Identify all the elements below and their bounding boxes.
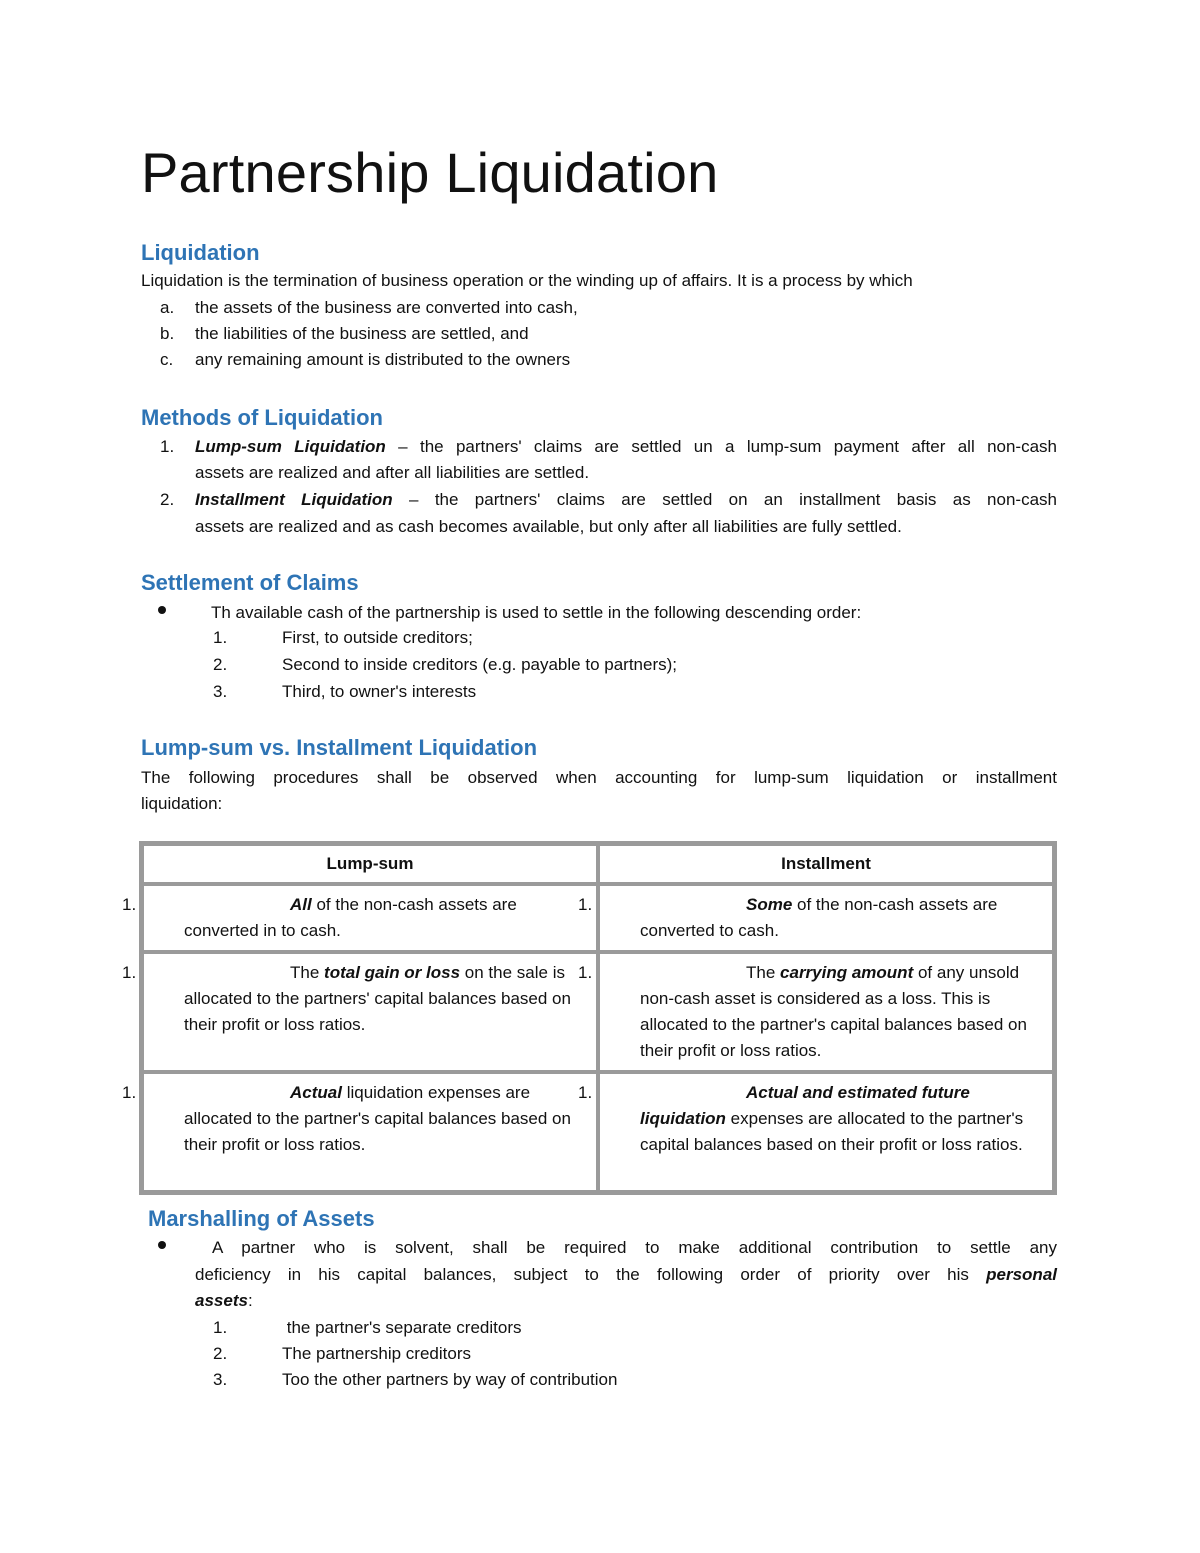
bullet-icon	[158, 606, 166, 614]
marshalling-bullet-emphasis-2: assets	[195, 1291, 248, 1310]
table-cell-inst-2	[578, 952, 1054, 1072]
cell-text-pre: The	[746, 963, 781, 982]
method-2-line1	[195, 487, 1057, 513]
cell-emphasis: carrying amount	[780, 963, 914, 982]
liquidation-intro: Liquidation is the termination of business operation or the winding up of affairs. It is a process by which	[141, 271, 913, 290]
settlement-item-1-text: First, to outside creditors;	[282, 628, 473, 647]
marshalling-bullet-line2-text: deficiency in his capital balances, subject to the following order of priority over his	[195, 1265, 969, 1284]
marshalling-item-3-text: Too the other partners by way of contribution	[282, 1370, 618, 1389]
cell-number: 1.	[578, 895, 593, 914]
marshalling-bullet-line2	[195, 1262, 1057, 1288]
comparison-intro-line2: liquidation:	[141, 794, 223, 813]
marshalling-item-1-label: 1.	[213, 1318, 228, 1337]
cell-number: 1.	[578, 1083, 593, 1102]
cell-text-pre: The	[290, 963, 325, 982]
cell-text-rest: unsold non-cash asset is considered as a loss. This is allocated to the partner's capital balances based on their profit or loss ratios.	[640, 963, 1027, 1060]
liquidation-item-b-label: b.	[160, 324, 175, 343]
table-cell-lump-2	[122, 952, 598, 1072]
liquidation-heading: Liquidation	[141, 240, 260, 265]
settlement-bullet-text: Th available cash of the partnership is used to settle in the following descending order:	[211, 603, 862, 622]
settlement-item-1-label: 1.	[213, 628, 228, 647]
method-2-label: 2.	[160, 490, 175, 509]
method-2-term: Installment Liquidation	[195, 490, 393, 509]
cell-text-rest: converted to cash.	[640, 921, 779, 940]
table-cell-inst-3	[578, 1072, 1054, 1192]
liquidation-item-c-text: any remaining amount is distributed to the owners	[195, 350, 571, 369]
comparison-intro-line1: The following procedures shall be observed when accounting for lump-sum liquidation or installment	[141, 768, 1057, 787]
cell-number: 1.	[122, 895, 137, 914]
cell-text-rest: converted in to cash.	[184, 921, 341, 940]
table-header-lump-sum: Lump-sum	[142, 844, 598, 884]
marshalling-item-2-label: 2.	[213, 1344, 228, 1363]
bullet-icon	[158, 1241, 166, 1249]
marshalling-bullet-colon: :	[247, 1291, 253, 1310]
method-1-line2: assets are realized and after all liabilities are settled.	[195, 463, 590, 482]
comparison-table	[122, 841, 1057, 1195]
table-row	[142, 1072, 1054, 1192]
settlement-item-2-text: Second to inside creditors (e.g. payable to partners);	[282, 655, 677, 674]
method-1-desc: – the partners' claims are settled un a lump-sum payment after all non-cash	[385, 437, 1057, 456]
marshalling-bullet-emphasis: personal	[986, 1265, 1057, 1284]
liquidation-item-a-text: the assets of the business are converted into cash,	[195, 298, 578, 317]
cell-text: on the sale	[460, 963, 548, 982]
method-1-label: 1.	[160, 437, 175, 456]
cell-text-rest: is allocated to the partners' capital balances based on their profit or loss ratios.	[184, 963, 571, 1034]
cell-emphasis: total gain or loss	[324, 963, 461, 982]
cell-text: liquidation expenses are	[341, 1083, 531, 1102]
table-cell-inst-1	[578, 884, 1054, 952]
settlement-item-3-text: Third, to owner's interests	[282, 682, 477, 701]
marshalling-heading: Marshalling of Assets	[148, 1206, 375, 1231]
marshalling-bullet-line1: A partner who is solvent, shall be required to make additional contribution to settle any	[212, 1238, 1057, 1257]
liquidation-item-b-text: the liabilities of the business are settled, and	[195, 324, 529, 343]
settlement-item-3-label: 3.	[213, 682, 228, 701]
table-header-row	[142, 844, 1054, 884]
comparison-heading: Lump-sum vs. Installment Liquidation	[141, 735, 538, 760]
methods-heading: Methods of Liquidation	[141, 405, 383, 430]
table-row	[142, 952, 1054, 1072]
liquidation-item-a-label: a.	[160, 298, 175, 317]
method-2-desc: – the partners' claims are settled on an installment basis as non-cash	[392, 490, 1057, 509]
cell-emphasis: All	[290, 895, 312, 914]
cell-text-rest: expenses are allocated to the partner's capital balances based on their profit or loss ratios.	[640, 1109, 1024, 1154]
marshalling-item-3-label: 3.	[213, 1370, 228, 1389]
cell-number: 1.	[122, 1083, 137, 1102]
marshalling-item-2-text: The partnership creditors	[282, 1344, 471, 1363]
table-cell-lump-3	[122, 1072, 598, 1192]
cell-emphasis-2: liquidation	[640, 1109, 726, 1128]
cell-emphasis: Some	[746, 895, 793, 914]
cell-number: 1.	[578, 963, 593, 982]
cell-text-rest: allocated to the partner's capital balances based on their profit or loss ratios.	[184, 1109, 571, 1154]
table-row	[142, 884, 1054, 952]
cell-text: of any	[913, 963, 965, 982]
settlement-heading: Settlement of Claims	[141, 570, 359, 595]
method-1-term: Lump-sum Liquidation	[195, 437, 386, 456]
marshalling-item-1-text: the partner's separate creditors	[282, 1318, 522, 1337]
page-title: Partnership Liquidation	[141, 141, 719, 204]
cell-emphasis: Actual and estimated future	[746, 1083, 970, 1102]
cell-text: of the non-cash assets are	[311, 895, 517, 914]
liquidation-item-c-label: c.	[160, 350, 174, 369]
cell-number: 1.	[122, 963, 137, 982]
method-1-line1	[195, 434, 1057, 460]
method-2-line2: assets are realized and as cash becomes available, but only after all liabilities are fully settled.	[195, 517, 902, 536]
cell-emphasis: Actual	[290, 1083, 342, 1102]
settlement-item-2-label: 2.	[213, 655, 228, 674]
table-cell-lump-1	[122, 884, 598, 952]
table-header-installment: Installment	[598, 844, 1054, 884]
marshalling-bullet-line3	[195, 1288, 253, 1314]
cell-text: of the non-cash assets are	[792, 895, 998, 914]
